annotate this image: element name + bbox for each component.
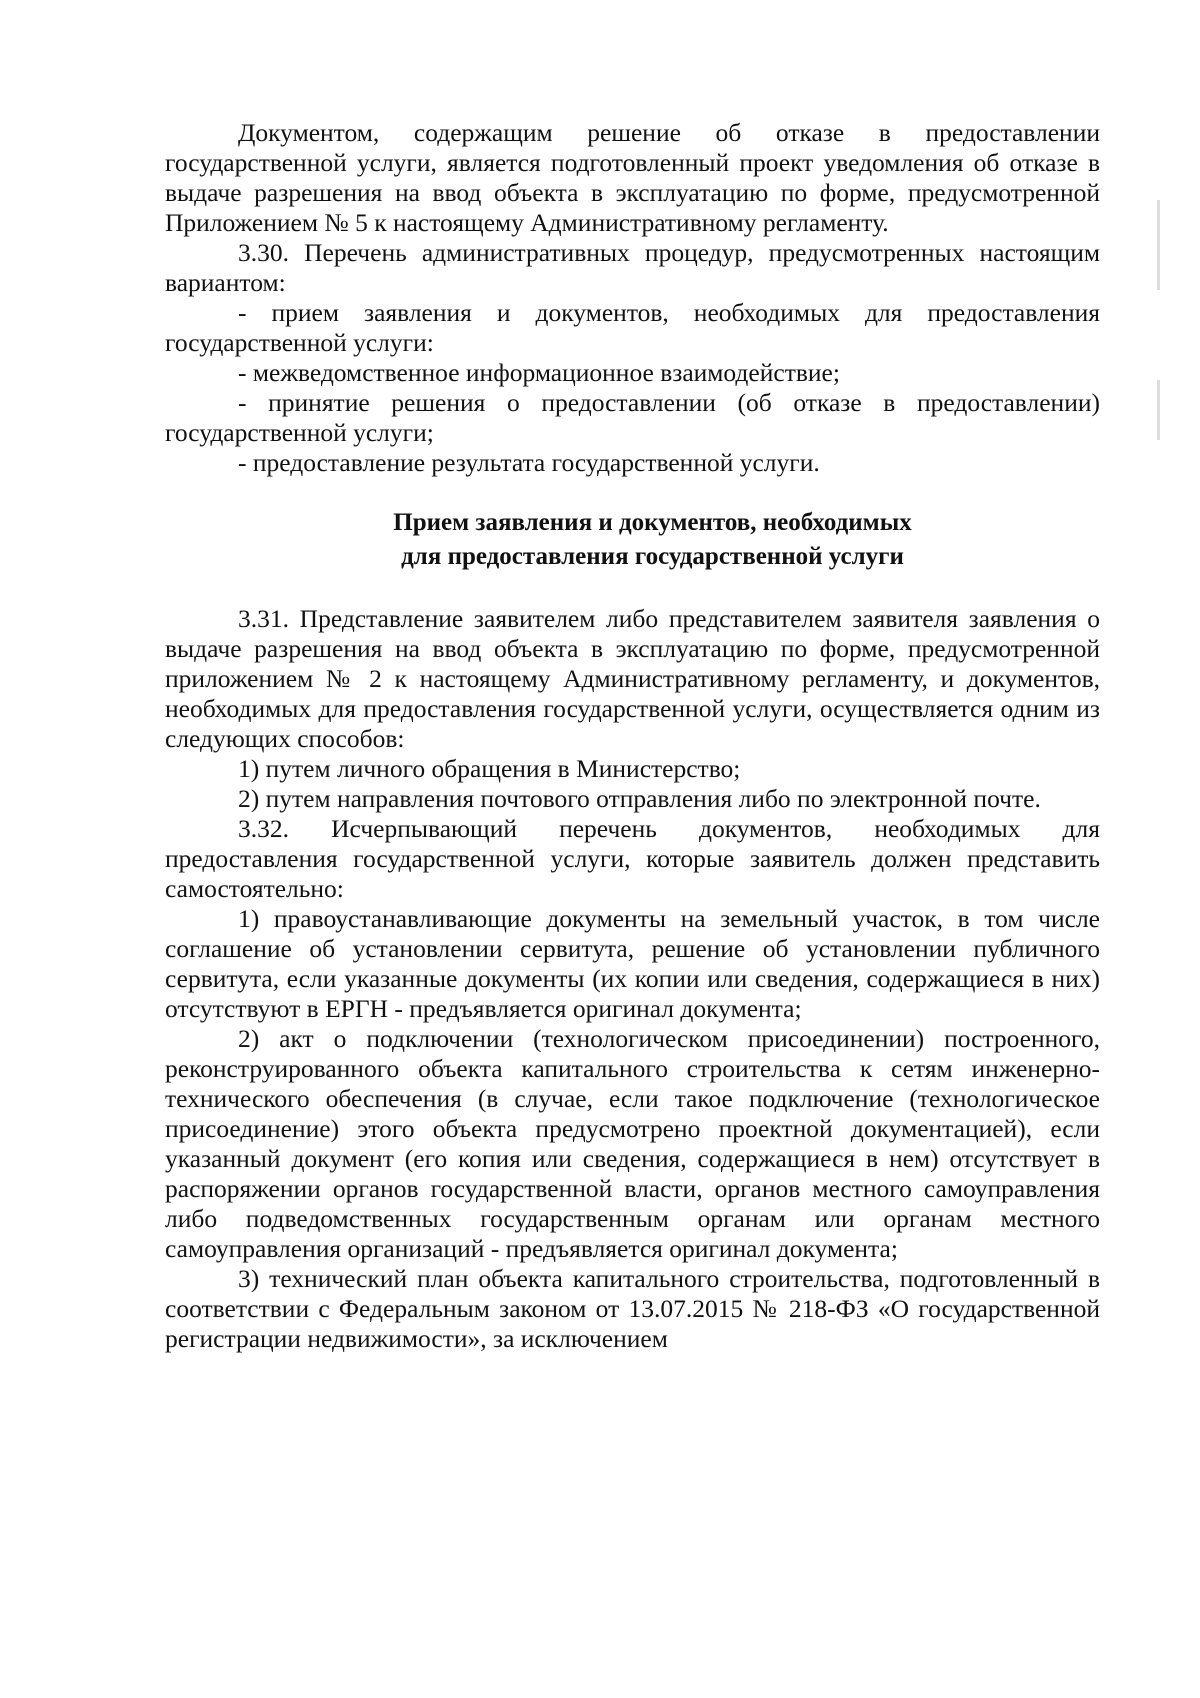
list-item: 1) правоустанавливающие документы на земельный участок, в том числе соглашение об установлении сервитута, решение об установлении публичного сервитута, если указанные документы (их копии или сведения, содержащиеся в них) отсутствуют в ЕРГН - предъявляется оригинал документа; <box>165 904 1100 1023</box>
paragraph: Документом, содержащим решение об отказе в предоставлении государственной услуги, является подготовленный проект уведомления об отказе в выдаче разрешения на ввод объекта в эксплуатацию по форме, предусмотренной Приложением № 5 к настоящему Административному регламенту. <box>165 118 1100 237</box>
list-item: 2) путем направления почтового отправления либо по электронной почте. <box>238 784 1041 813</box>
section-heading <box>165 506 1100 574</box>
heading-line: Прием заявления и документов, необходимых <box>393 509 912 536</box>
main-section <box>165 604 1100 1354</box>
list-item: 3) технический план объекта капитального строительства, подготовленный в соответствии с Федеральным законом от 13.07.2015 № 218-ФЗ «О государственной регистрации недвижимости», за исключением <box>165 1264 1100 1353</box>
scan-artifact <box>1157 380 1160 440</box>
list-item: 1) путем личного обращения в Министерство; <box>238 754 741 783</box>
list-item: - межведомственное информационное взаимодействие; <box>238 358 840 387</box>
list-item: 2) акт о подключении (технологическом присоединении) построенного, реконструированного объекта капитального строительства к сетям инженерно-технического обеспечения (в случае, если такое подключение (технологическое присоединение) этого объекта предусмотрено проектной документацией), если указанный документ (его копия или сведения, содержащиеся в нем) отсутствует в распоряжении органов государственной власти, органов местного самоуправления либо подведомственных государственным органам или органам местного самоуправления организаций - предъявляется оригинал документа; <box>165 1024 1100 1263</box>
list-item: - принятие решения о предоставлении (об отказе в предоставлении) государственной услуги; <box>165 388 1100 447</box>
heading-line: для предоставления государственной услуги <box>401 543 904 570</box>
intro-section <box>165 118 1100 478</box>
paragraph: 3.31. Представление заявителем либо представителем заявителя заявления о выдаче разрешения на ввод объекта в эксплуатацию по форме, предусмотренной приложением № 2 к настоящему Административному регламенту, и документов, необходимых для предоставления государственной услуги, осуществляется одним из следующих способов: <box>165 604 1100 753</box>
list-item: - прием заявления и документов, необходимых для предоставления государственной услуги: <box>165 298 1100 357</box>
paragraph: 3.32. Исчерпывающий перечень документов, необходимых для предоставления государственной услуги, которые заявитель должен представить самостоятельно: <box>165 814 1100 903</box>
paragraph: 3.30. Перечень административных процедур, предусмотренных настоящим вариантом: <box>165 238 1100 297</box>
list-item: - предоставление результата государственной услуги. <box>238 448 820 477</box>
scan-artifact <box>1157 200 1160 290</box>
